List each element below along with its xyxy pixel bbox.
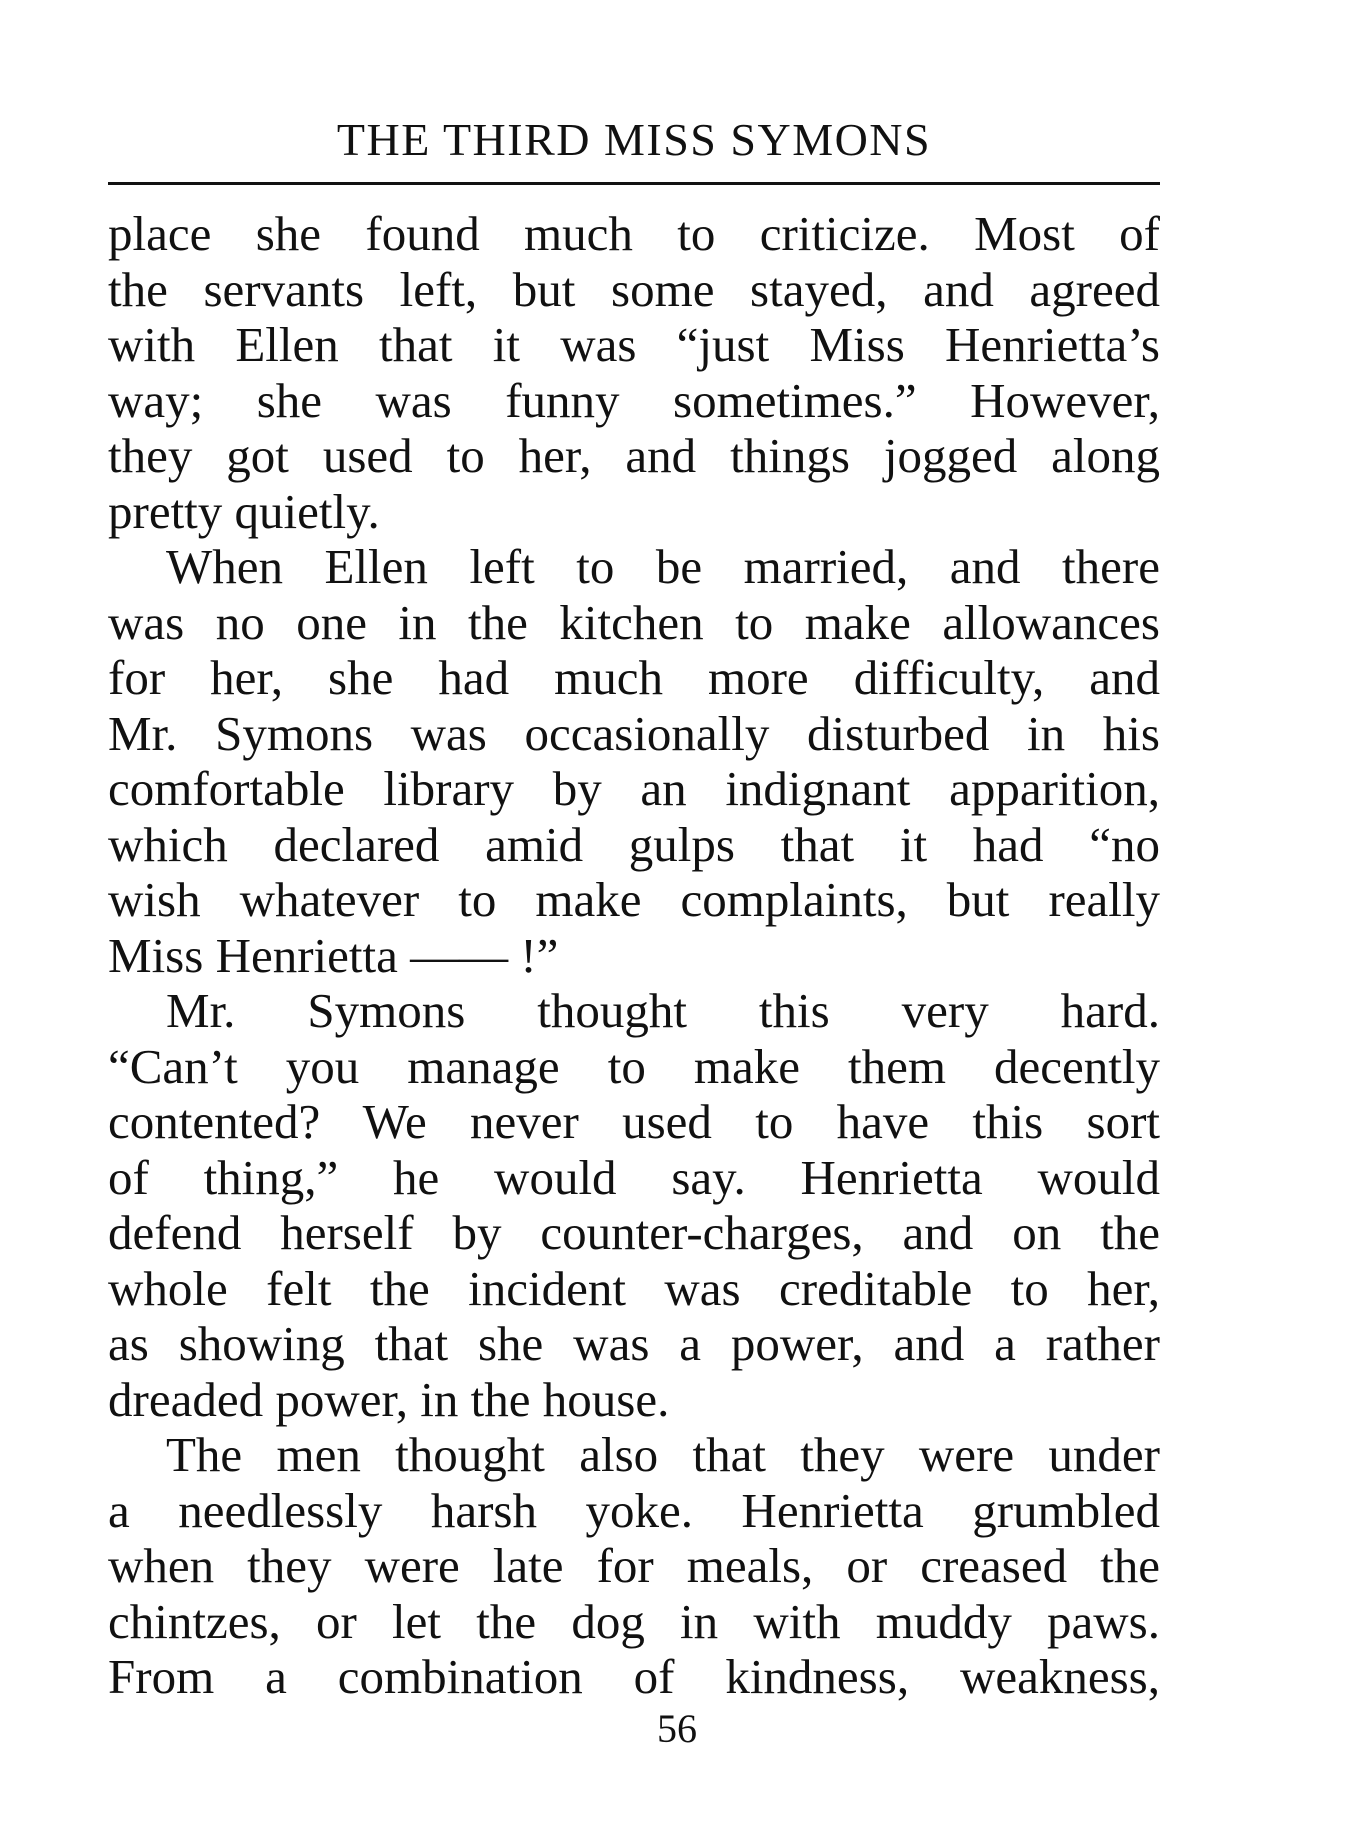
text-line: Mr. Symons was occasionally disturbed in his [108, 705, 1160, 761]
text-line: dreaded power, in the house. [108, 1371, 670, 1427]
text-line: contented? We never used to have this sort [108, 1094, 1160, 1149]
text-line: From a combination of kindness, weakness, [108, 1649, 1160, 1704]
text-line: chintzes, or let the dog in with muddy paws. [108, 1593, 1160, 1649]
text-line: a needlessly harsh yoke. Henrietta grumbled [108, 1482, 1160, 1538]
text-line: which declared amid gulps that it had “no [108, 816, 1160, 872]
text-line: defend herself by counter-charges, and on the [108, 1205, 1160, 1260]
text-line: for her, she had much more difficulty, and [108, 650, 1160, 705]
text-line: wish whatever to make complaints, but really [108, 872, 1160, 927]
text-line: The men thought also that they were under [166, 1427, 1160, 1482]
text-line: pretty quietly. [108, 483, 380, 539]
text-line: whole felt the incident was creditable to her, [108, 1260, 1160, 1316]
text-line: way; she was funny sometimes.” However, [108, 372, 1160, 428]
text-line: comfortable library by an indignant apparition, [108, 761, 1160, 816]
text-line: “Can’t you manage to make them decently [108, 1038, 1160, 1094]
text-line: as showing that she was a power, and a rather [108, 1316, 1160, 1371]
text-line: when they were late for meals, or creased the [108, 1538, 1160, 1593]
header-rule [108, 182, 1160, 185]
text-line: place she found much to criticize. Most of [108, 206, 1160, 261]
text-line: Mr. Symons thought this very hard. [166, 983, 1160, 1038]
text-line: When Ellen left to be married, and there [166, 539, 1160, 594]
body-text [108, 206, 1160, 1705]
page-number: 56 [657, 1706, 697, 1751]
text-line: Miss Henrietta —— !” [108, 927, 559, 983]
text-line: of thing,” he would say. Henrietta would [108, 1149, 1160, 1205]
text-line: with Ellen that it was “just Miss Henrietta’s [108, 317, 1160, 372]
text-line: they got used to her, and things jogged along [108, 428, 1160, 483]
text-line: the servants left, but some stayed, and agreed [108, 261, 1160, 317]
running-head-title: THE THIRD MISS SYMONS [336, 114, 932, 165]
text-line: was no one in the kitchen to make allowances [108, 594, 1160, 650]
